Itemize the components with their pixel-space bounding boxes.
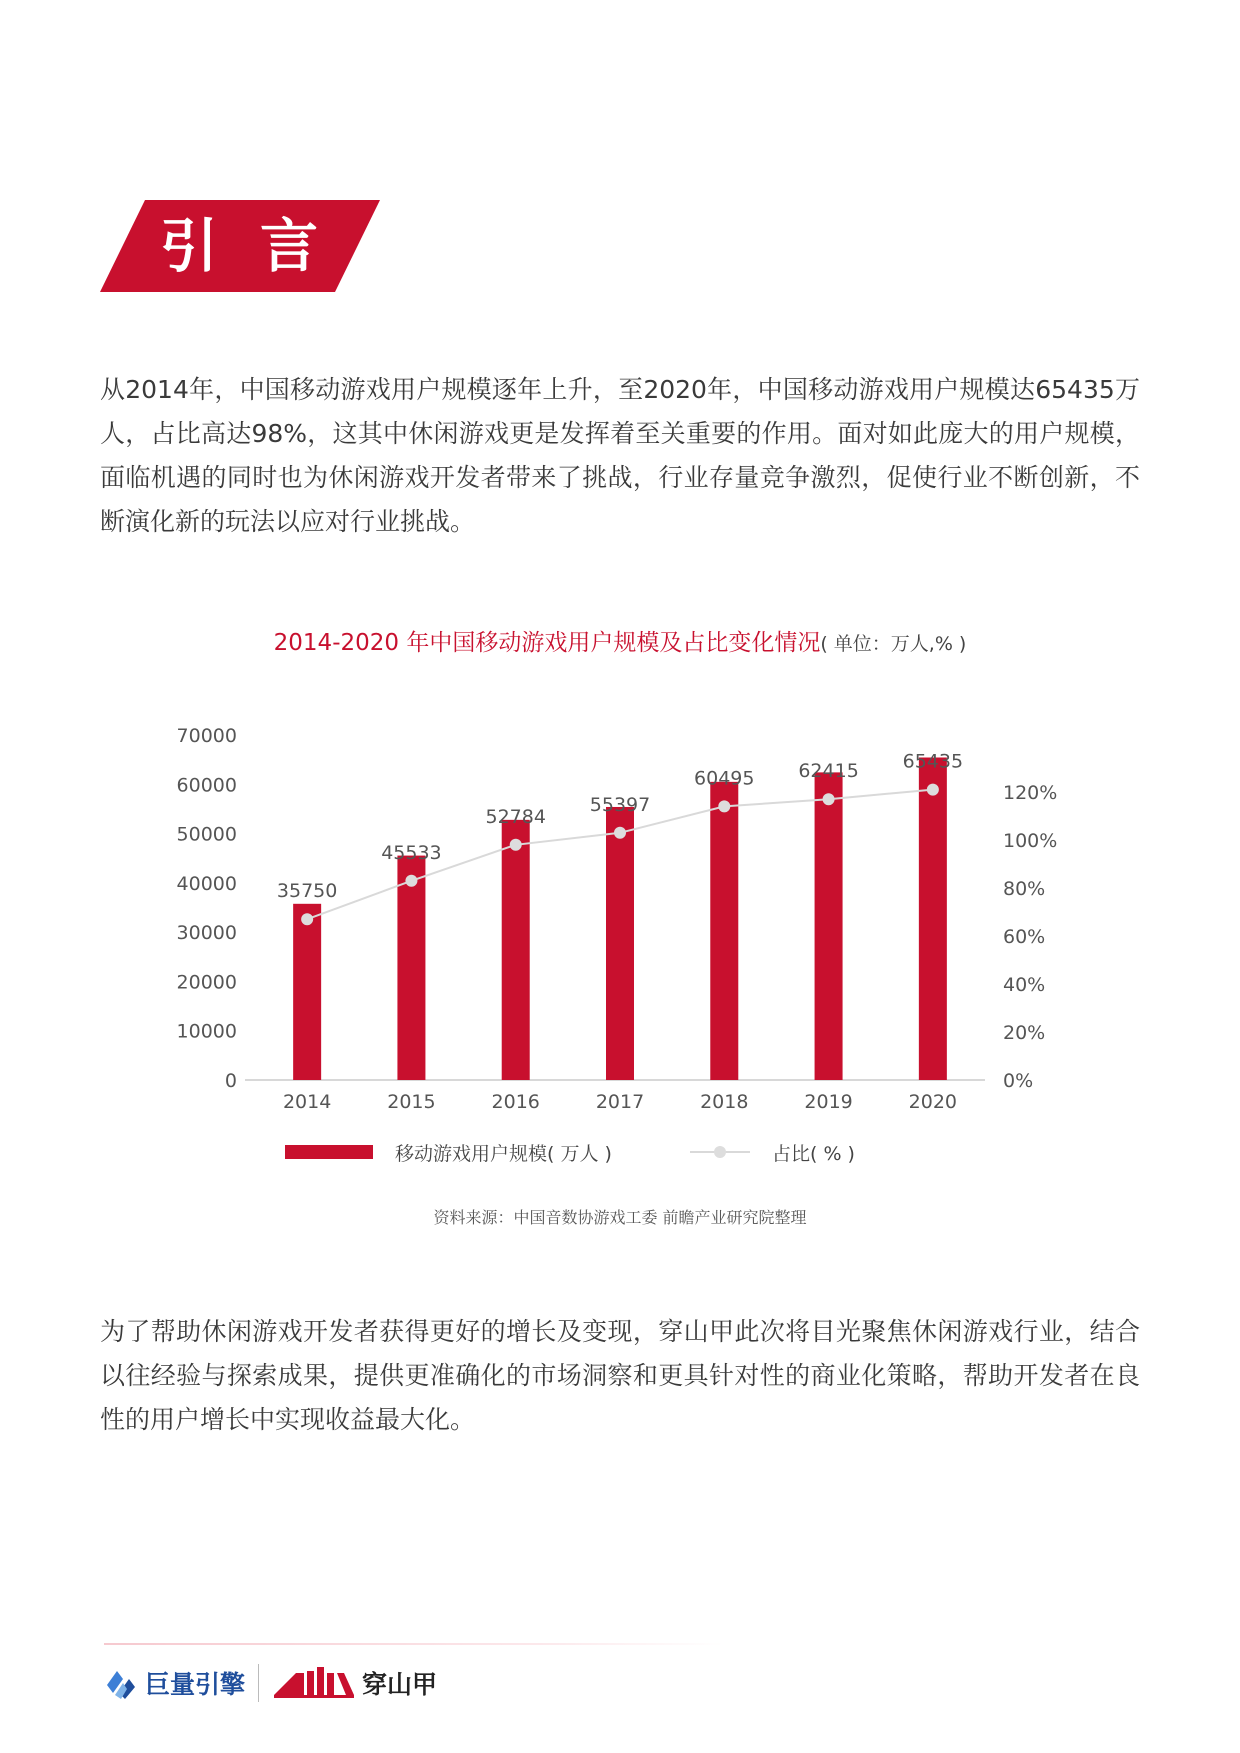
closing-paragraph: 为了帮助休闲游戏开发者获得更好的增长及变现，穿山甲此次将目光聚焦休闲游戏行业，结合以往经验与探索成果，提供更准确化的市场洞察和更具针对性的商业化策略，帮助开发者在良性的用户增长中实现收益最大化。: [100, 1317, 1140, 1434]
y-right-tick-label: 100%: [1003, 830, 1058, 852]
data-label: 65435: [902, 750, 964, 773]
legend-item-line: [690, 1137, 855, 1167]
pangle-logo-icon: [274, 1667, 354, 1699]
x-axis: [283, 1091, 957, 1113]
bar-line-chart: [0, 690, 1240, 1130]
line-point: [927, 784, 939, 796]
data-source-note: 资料来源：中国音数协游戏工委 前瞻产业研究院整理: [433, 1208, 807, 1227]
x-tick-label: 2020: [908, 1091, 958, 1113]
chart-title: 2014-2020 年中国移动游戏用户规模及占比变化情况: [273, 630, 821, 656]
x-tick-label: 2018: [700, 1091, 749, 1113]
section-banner: [100, 200, 380, 292]
y-left-tick-label: 20000: [176, 971, 237, 994]
y-right-tick-label: 80%: [1003, 878, 1046, 900]
line-point: [301, 913, 313, 925]
bar: [502, 820, 530, 1080]
line-point: [405, 875, 417, 887]
bar: [606, 807, 634, 1080]
line-point: [614, 827, 626, 839]
line-point: [823, 793, 835, 805]
pangle-logo-text: 穿山甲: [362, 1670, 438, 1699]
y-left-tick-label: 60000: [176, 774, 237, 797]
line-point: [718, 800, 730, 812]
data-label: 52784: [485, 805, 546, 828]
y-left-tick-label: 30000: [176, 922, 237, 945]
legend-bar-label: 移动游戏用户规模( 万人 ): [395, 1142, 612, 1165]
y-left-axis: [177, 725, 237, 1092]
data-label: 55397: [589, 793, 651, 816]
y-right-tick-label: 20%: [1003, 1022, 1046, 1044]
y-left-tick-label: 50000: [176, 823, 237, 846]
y-left-tick-label: 0: [224, 1070, 237, 1092]
legend-item-bar: [285, 1137, 612, 1167]
chart-title-block: [0, 624, 1240, 657]
bar: [293, 904, 321, 1080]
data-label: 60495: [694, 767, 755, 790]
data-label: 35750: [276, 880, 338, 903]
x-tick-label: 2019: [804, 1091, 853, 1113]
pangle-logo: [274, 1663, 437, 1703]
x-tick-label: 2017: [595, 1091, 645, 1113]
x-tick-label: 2015: [387, 1091, 436, 1113]
intro-paragraph: 从2014年，中国移动游戏用户规模逐年上升，至2020年，中国移动游戏用户规模达65435万人，占比高达98%，这其中休闲游戏更是发挥着至关重要的作用。面对如此庞大的用户规模，面临机遇的同时也为休闲游戏开发者带来了挑战，行业存量竞争激烈，促使行业不断创新，不断演化新的玩法以应对行业挑战。: [100, 375, 1140, 536]
footer-divider: [104, 1643, 724, 1645]
y-left-tick-label: 10000: [176, 1020, 237, 1043]
line-point: [510, 839, 522, 851]
bar: [919, 757, 947, 1080]
x-tick-label: 2014: [282, 1091, 332, 1113]
ocean-engine-logo-text: 巨量引擎: [145, 1670, 246, 1699]
y-right-tick-label: 40%: [1003, 974, 1046, 996]
bar: [815, 772, 843, 1080]
chart-unit-note: ( 单位：万人,% ): [820, 633, 967, 655]
ocean-engine-logo-icon: [103, 1665, 139, 1701]
section-title: 引言: [159, 212, 360, 280]
x-tick-label: 2016: [491, 1091, 540, 1113]
y-left-tick-label: 70000: [176, 725, 237, 747]
legend-line-label: 占比( % ): [772, 1142, 855, 1165]
bar: [397, 856, 425, 1080]
data-label: 45533: [381, 841, 442, 864]
bar: [710, 782, 738, 1080]
data-label: 62415: [798, 760, 859, 783]
logo-separator: [258, 1664, 259, 1702]
ocean-engine-logo: [103, 1663, 245, 1703]
y-left-tick-label: 40000: [176, 872, 237, 895]
legend-bar-swatch: [285, 1145, 373, 1159]
y-right-tick-label: 60%: [1003, 926, 1046, 948]
y-right-tick-label: 120%: [1003, 782, 1058, 804]
y-right-tick-label: 0%: [1003, 1070, 1034, 1092]
legend-line-swatch: [690, 1145, 750, 1159]
y-right-axis: [1003, 782, 1057, 1092]
